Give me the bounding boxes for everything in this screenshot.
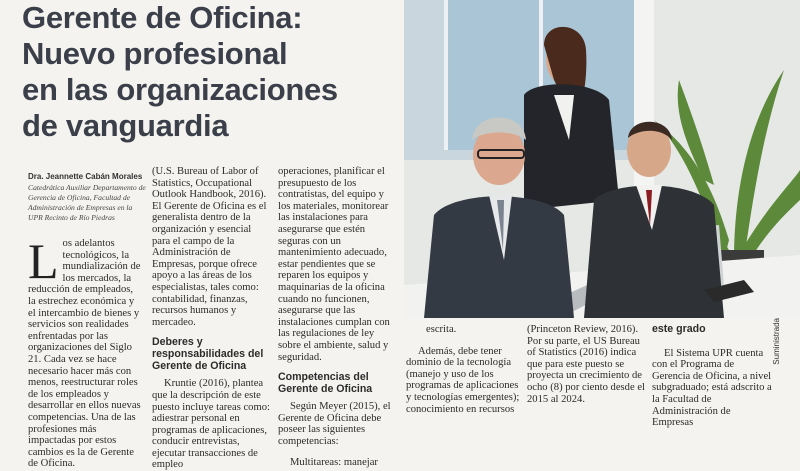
photo-credit: Suministrada (772, 318, 781, 365)
section-heading-competencies: Competencias del Gerente de Oficina (278, 371, 373, 396)
column-3-paragraph-1: operaciones, planificar el presupuesto de los contratistas, del equipo y los materiales, monitorear las instalaciones para asegurarse que estén seguras con un mantenimiento adecuado, estar pendientes que se reparen los equipos y maquinarias de la oficina cuando no funcionen, asegurarse que las instalaciones cumplan con las regulaciones de ley sobre el ambiente, salud y seguridad. (278, 166, 390, 363)
column-6-paragraph-1: El Sistema UPR cuenta con el Programa de Gerencia de Oficina, a nivel subgraduado; está adscrito a la Facultad de Administración de Empresas (652, 347, 772, 429)
article-headline (22, 0, 402, 144)
article-photo (404, 0, 800, 318)
drop-cap: L (28, 233, 59, 289)
column-4-paragraph-2: Además, debe tener dominio de la tecnología (manejo y uso de los programas de aplicaciones y tecnologías emergentes); conocimiento en recursos (406, 345, 520, 415)
column-3-paragraph-3: Multitareas: manejar (290, 457, 378, 469)
article-column-6 (652, 324, 772, 429)
headline-line-1: Gerente de Oficina: (22, 0, 303, 35)
article-column-2 (152, 166, 270, 471)
byline (28, 172, 146, 223)
author-name: Dra. Jeannette Cabán Morales (28, 172, 143, 181)
headline-line-2: Nuevo profesional (22, 36, 288, 71)
section-heading-duties: Deberes y responsabilidades del Gerente de Oficina (152, 336, 264, 373)
article-column-4 (406, 324, 524, 415)
author-affiliation: Catedrática Auxiliar Departamento de Gerencia de Oficina, Facultad de Administración de Empresas en la UPR Recinto de Río Piedras (28, 183, 146, 222)
column-5-paragraph-1: (Princeton Review, 2016). Por su parte, el US Bureau of Statistics (2016) indica que para este puesto se proyecta un crecimiento de ocho (8) por ciento desde el 2015 al 2024. (527, 324, 645, 405)
headline-line-3: en las organizaciones (22, 72, 338, 107)
column-2-paragraph-2: Kruntie (2016), plantea que la descripción de este puesto incluye tareas como: adiestrar personal en programas de aplicaciones, conducir entrevistas, ejecutar transacciones de empleo (152, 378, 270, 471)
article-column-5 (527, 324, 645, 405)
column-1-text: os adelantos tecnológicos, la mundialización de los mercados, la reducción de empleados, la estrechez económica y el intercambio de bienes y servicios son realidades enfrentadas por las organizaciones del Siglo 21. Cada vez se hace necesario hacer más con menos, reestructurar roles de los empleados y desarrollar en ellos nuevas competencias. Una de las profesiones más impactadas por estos cambios es la de Gerente de Oficina. (28, 238, 141, 470)
office-team-photo (404, 0, 800, 318)
article-column-3 (278, 166, 396, 469)
column-2-paragraph-1: (U.S. Bureau of Labor of Statistics, Occupational Outlook Handbook, 2016). El Gerente de Oficina es el generalista dentro de la organización y esencial para el campo de la Administración de Empresas, porque ofrece apoyo a las áreas de los especialistas, tales como: contabilidad, finanzas, recursos humanos y mercadeo. (152, 166, 267, 328)
section-heading-degree: este grado (652, 323, 706, 335)
headline-line-4: de vanguardia (22, 108, 229, 143)
column-4-paragraph-1: escrita. (426, 324, 457, 335)
article-column-1 (28, 233, 143, 470)
column-3-paragraph-2: Según Meyer (2015), el Gerente de Oficina debe poseer las siguientes competencias: (278, 401, 391, 447)
